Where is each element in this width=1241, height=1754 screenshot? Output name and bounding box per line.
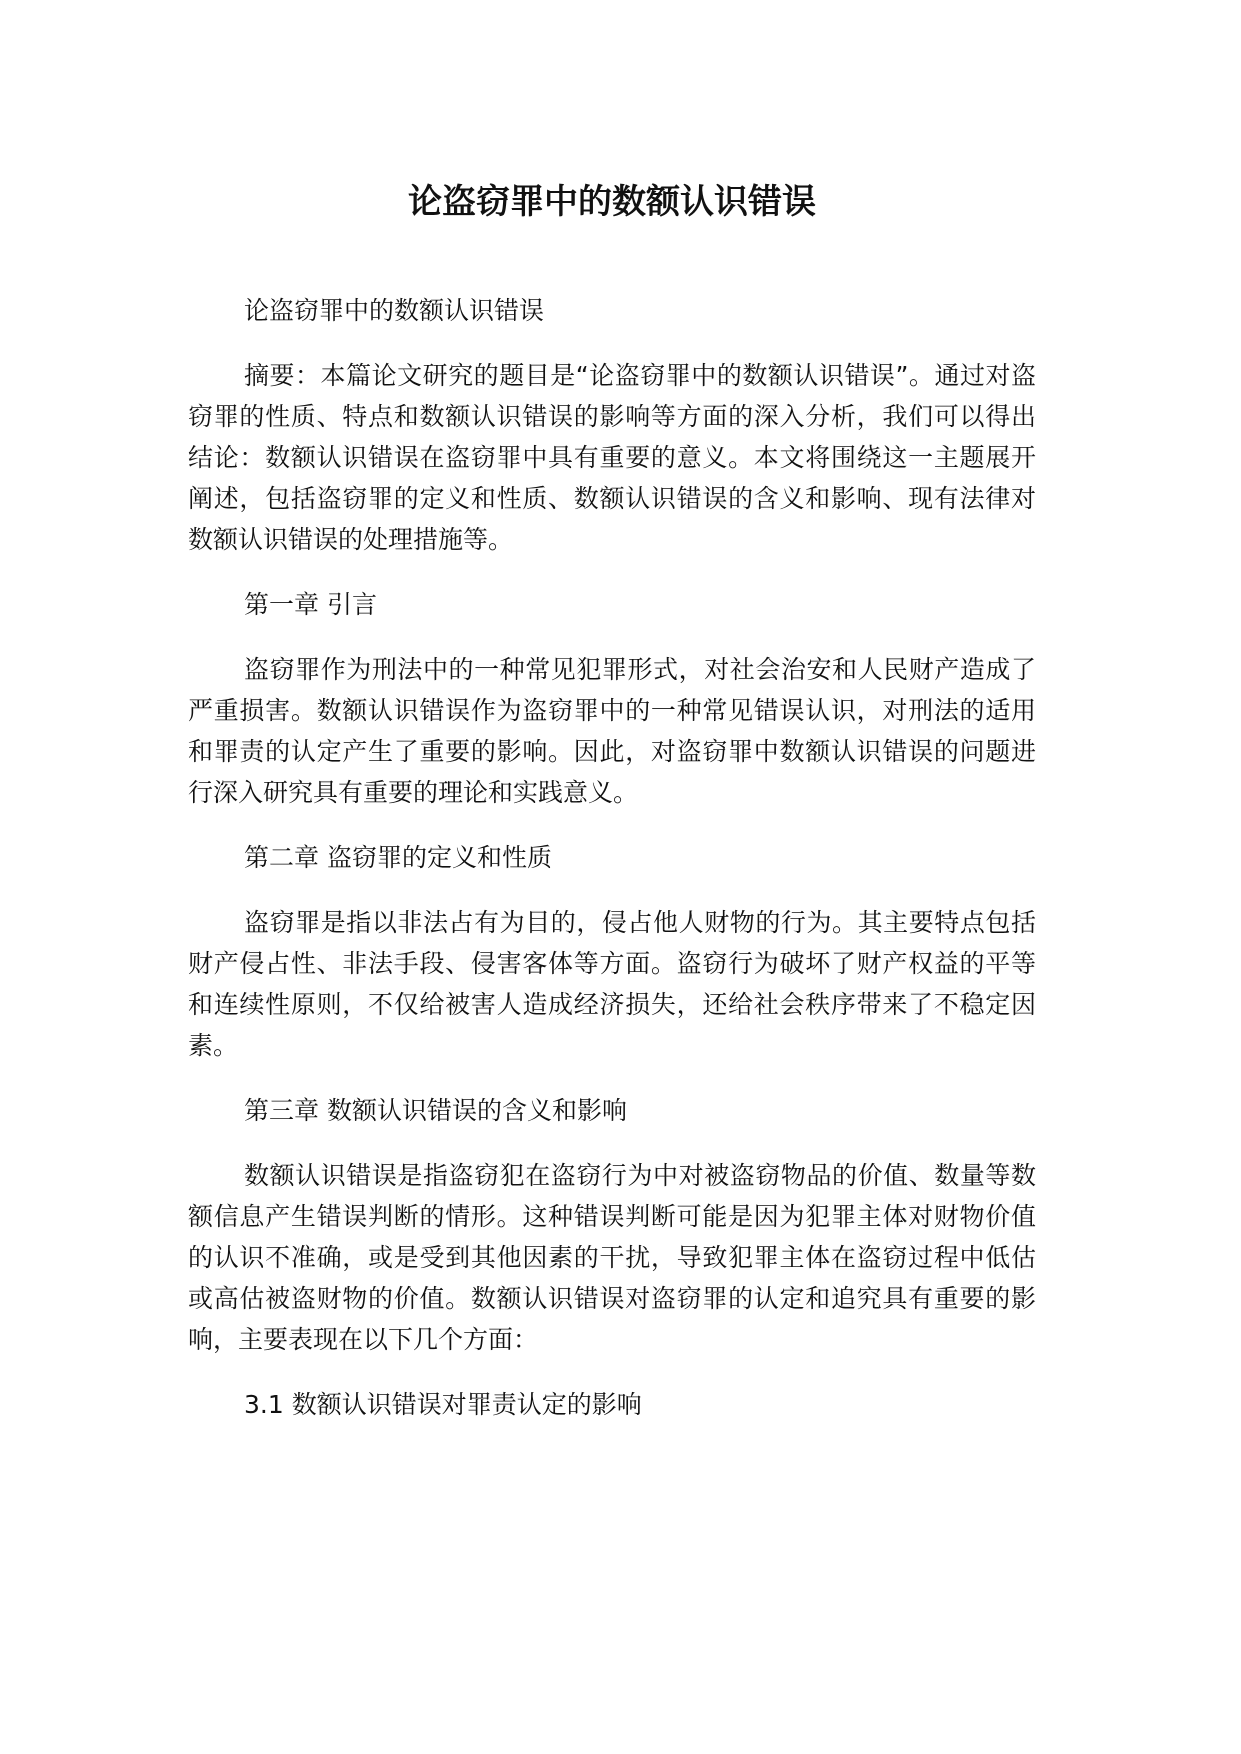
chapter-3-heading: 第三章 数额认识错误的含义和影响 <box>244 1096 627 1125</box>
chapter-1-paragraph: 盗窃罪作为刑法中的一种常见犯罪形式，对社会治安和人民财产造成了严重损害。数额认识错误作为盗窃罪中的一种常见错误认识，对刑法的适用和罪责的认定产生了重要的影响。因此，对盗窃罪中数额认识错误的问题进行深入研究具有重要的理论和实践意义。 <box>188 655 1036 807</box>
chapter-3-paragraph: 数额认识错误是指盗窃犯在盗窃行为中对被盗窃物品的价值、数量等数额信息产生错误判断的情形。这种错误判断可能是因为犯罪主体对财物价值的认识不准确，或是受到其他因素的干扰，导致犯罪主体在盗窃过程中低估或高估被盗财物的价值。数额认识错误对盗窃罪的认定和追究具有重要的影响，主要表现在以下几个方面： <box>188 1161 1036 1354</box>
chapter-2-heading: 第二章 盗窃罪的定义和性质 <box>244 843 552 872</box>
document-title: 论盗窃罪中的数额认识错误 <box>408 182 816 222</box>
document-body <box>188 290 1036 1449</box>
subtitle-heading: 论盗窃罪中的数额认识错误 <box>244 296 545 325</box>
section-3-1-heading: 3.1 数额认识错误对罪责认定的影响 <box>244 1390 642 1419</box>
chapter-1-heading: 第一章 引言 <box>244 590 377 619</box>
abstract-paragraph: 摘要：本篇论文研究的题目是“论盗窃罪中的数额认识错误”。通过对盗窃罪的性质、特点和数额认识错误的影响等方面的深入分析，我们可以得出结论：数额认识错误在盗窃罪中具有重要的意义。本文将围绕这一主题展开阐述，包括盗窃罪的定义和性质、数额认识错误的含义和影响、现有法律对数额认识错误的处理措施等。 <box>188 361 1036 554</box>
chapter-2-paragraph: 盗窃罪是指以非法占有为目的，侵占他人财物的行为。其主要特点包括财产侵占性、非法手段、侵害客体等方面。盗窃行为破坏了财产权益的平等和连续性原则，不仅给被害人造成经济损失，还给社会秩序带来了不稳定因素。 <box>188 908 1036 1060</box>
